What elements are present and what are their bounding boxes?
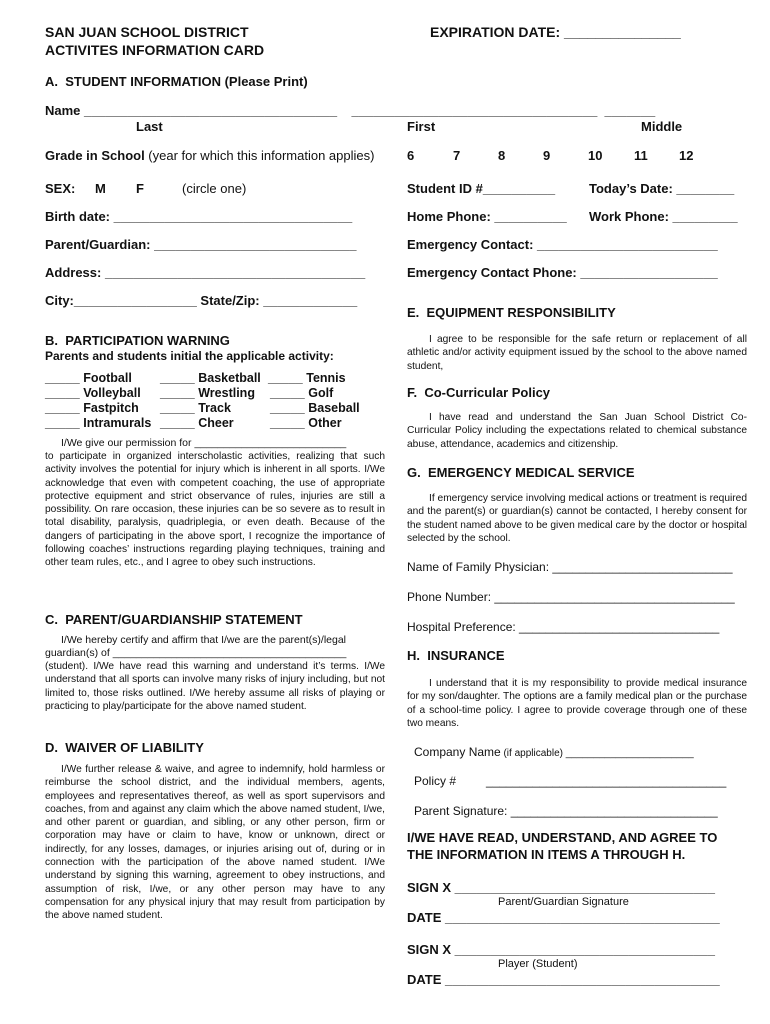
section-e-title: E. EQUIPMENT RESPONSIBILITY bbox=[407, 305, 616, 320]
activity-other[interactable]: _____ Other bbox=[270, 416, 342, 430]
activity-cheer[interactable]: _____ Cheer bbox=[160, 416, 234, 430]
first-name-caption: First bbox=[407, 119, 436, 134]
todays-date-field[interactable]: Today’s Date: ________ bbox=[589, 181, 735, 196]
address-field[interactable]: Address: ____________________________________ bbox=[45, 265, 366, 280]
section-f-title: F. Co-Curricular Policy bbox=[407, 385, 551, 400]
sex-option-m[interactable]: M bbox=[95, 181, 106, 196]
grade-option-10[interactable]: 10 bbox=[588, 148, 603, 163]
district-name: SAN JUAN SCHOOL DISTRICT bbox=[45, 24, 249, 40]
name-field[interactable]: Name ___________________________________ __________________________________ _______ bbox=[45, 103, 656, 118]
section-d-title: D. WAIVER OF LIABILITY bbox=[45, 740, 204, 755]
last-name-caption: Last bbox=[136, 119, 163, 134]
grade-option-6[interactable]: 6 bbox=[407, 148, 415, 163]
parent-guardian-field[interactable]: Parent/Guardian: ____________________________ bbox=[45, 237, 357, 252]
parent-date-field[interactable]: DATE ______________________________________ bbox=[407, 910, 720, 925]
guardian-of-field[interactable]: guardian(s) of ________________________________________ bbox=[45, 647, 347, 659]
activity-baseball[interactable]: _____ Baseball bbox=[270, 401, 360, 415]
emergency-phone-field[interactable]: Emergency Contact Phone: ___________________ bbox=[407, 265, 718, 280]
home-phone-field[interactable]: Home Phone: __________ bbox=[407, 209, 567, 224]
parent-signature-caption: Parent/Guardian Signature bbox=[498, 896, 629, 908]
section-b-subtitle: Parents and students initial the applicable activity: bbox=[45, 349, 334, 363]
activity-track[interactable]: _____ Track bbox=[160, 401, 231, 415]
grade-option-9[interactable]: 9 bbox=[543, 148, 551, 163]
insurance-text: I understand that it is my responsibility to provide medical insurance for my son/daughter. The options are a family medical plan or the purchase of a school-time policy. I agree to provide coverage through one of these two means. bbox=[407, 678, 747, 729]
permission-line[interactable]: I/We give our permission for __________________________ bbox=[61, 437, 347, 449]
city-state-zip-field[interactable]: City:_________________ State/Zip: _____________ bbox=[45, 293, 358, 308]
grade-option-11[interactable]: 11 bbox=[634, 148, 648, 163]
section-g-title: G. EMERGENCY MEDICAL SERVICE bbox=[407, 465, 635, 480]
middle-name-caption: Middle bbox=[641, 119, 683, 134]
acknowledgement-line-2: THE INFORMATION IN ITEMS A THROUGH H. bbox=[407, 847, 686, 862]
activity-wrestling[interactable]: _____ Wrestling bbox=[160, 386, 255, 400]
waiver-text: I/We further release & waive, and agree to indemnify, hold harmless or reimburse the school district, and the individual members, agents, employees and representatives thereof, as well as sport supervisors and coaches, from and against any claim which the above named student, I/we, and other parent or guardian, and sibling, or any other person, firm or corporation may have or claim to have, know or unknown, direct or indirectly, for any losses, damages, or injuries arising out of, during or in connection with the participation of the above named student. I/We understand by signing this warning, agreement to obey instructions, and assumption of risk, I/we, or any other person may have to any compensation for any physical injury that may result from participation by the above named student. bbox=[45, 764, 385, 922]
form-title: ACTIVITES INFORMATION CARD bbox=[45, 42, 265, 58]
grade-option-7[interactable]: 7 bbox=[453, 148, 461, 163]
activity-tennis[interactable]: _____ Tennis bbox=[268, 371, 346, 385]
equipment-responsibility-text: I agree to be responsible for the safe return or replacement of all athletic and/or activity equipment issued by the school to the above named student, bbox=[407, 334, 747, 372]
activity-volleyball[interactable]: _____ Volleyball bbox=[45, 386, 141, 400]
activity-golf[interactable]: _____ Golf bbox=[270, 386, 334, 400]
sex-label: SEX: bbox=[45, 181, 76, 196]
activity-football[interactable]: _____ Football bbox=[45, 371, 132, 385]
grade-option-8[interactable]: 8 bbox=[498, 148, 506, 163]
sex-option-f[interactable]: F bbox=[136, 181, 144, 196]
section-b-title: B. PARTICIPATION WARNING bbox=[45, 333, 230, 348]
grade-option-12[interactable]: 12 bbox=[679, 148, 694, 163]
birth-date-field[interactable]: Birth date: _________________________________ bbox=[45, 209, 353, 224]
player-date-field[interactable]: DATE ______________________________________ bbox=[407, 972, 720, 987]
activity-intramurals[interactable]: _____ Intramurals bbox=[45, 416, 152, 430]
insurance-parent-signature-field[interactable]: Parent Signature: _______________________________ bbox=[414, 804, 718, 818]
parent-certify-text: I/We hereby certify and affirm that I/we are the parent(s)/legal bbox=[61, 634, 346, 646]
parent-statement-text: (student). I/We have read this warning and understand it’s terms. I/We understand that all sports can involve many risks of injury including, but not limited to, those risks outlined. I/We hereby assume all risks of playing or practicing to play/participate for the above named student. bbox=[45, 661, 385, 712]
parent-sign-field[interactable]: SIGN X ____________________________________ bbox=[407, 880, 715, 895]
student-id-field[interactable]: Student ID #__________ bbox=[407, 181, 556, 196]
participation-warning-text: to participate in organized interscholastic activities, realizing that such activity involves the potential for injury which is inherent in all sports. I/We acknowledge that even with competent coaching, the use of appropriate protective equipment and strict observance of rules, injuries are still a possibility. On rare occasion, these injuries can be so severe as to result in total disability, paralysis, quadriplegia, or even death. Because of the dangers of participating in the above sport, I recognize the importance of following coaches’ instructions regarding playing techniques, training and other team rules, etc., and I agree to obey such instructions. bbox=[45, 451, 385, 569]
section-c-title: C. PARENT/GUARDIANSHIP STATEMENT bbox=[45, 612, 303, 627]
activity-basketball[interactable]: _____ Basketball bbox=[160, 371, 261, 385]
section-h-title: H. INSURANCE bbox=[407, 648, 505, 663]
co-curricular-text: I have read and understand the San Juan School District Co-Curricular Policy including the expectations related to chemical substance abuse, attendance, academics and citizenship. bbox=[407, 412, 747, 450]
activity-fastpitch[interactable]: _____ Fastpitch bbox=[45, 401, 139, 415]
family-physician-field[interactable]: Name of Family Physician: ___________________________ bbox=[407, 560, 733, 574]
emergency-medical-text: If emergency service involving medical actions or treatment is required and the parent(s) or guardian(s) cannot be contacted, I hereby consent for the student named above to be given medical care by the doctor or hospital selected by the school. bbox=[407, 493, 747, 544]
physician-phone-field[interactable]: Phone Number: ____________________________________ bbox=[407, 590, 735, 604]
expiration-date-field[interactable]: EXPIRATION DATE: _______________ bbox=[430, 24, 681, 40]
hospital-preference-field[interactable]: Hospital Preference: ______________________________ bbox=[407, 620, 720, 634]
circle-one-note: (circle one) bbox=[182, 181, 247, 196]
work-phone-field[interactable]: Work Phone: _________ bbox=[589, 209, 738, 224]
section-a-title: A. STUDENT INFORMATION (Please Print) bbox=[45, 74, 308, 89]
emergency-contact-field[interactable]: Emergency Contact: _________________________ bbox=[407, 237, 718, 252]
company-name-field[interactable]: Company Name (if applicable) _______________________ bbox=[414, 745, 694, 759]
acknowledgement-line-1: I/WE HAVE READ, UNDERSTAND, AND AGREE TO bbox=[407, 830, 718, 845]
grade-label: Grade in School (year for which this information applies) bbox=[45, 148, 375, 163]
player-sign-field[interactable]: SIGN X ____________________________________ bbox=[407, 942, 715, 957]
policy-number-field[interactable]: Policy # ____________________________________ bbox=[414, 774, 727, 788]
player-signature-caption: Player (Student) bbox=[498, 958, 578, 970]
